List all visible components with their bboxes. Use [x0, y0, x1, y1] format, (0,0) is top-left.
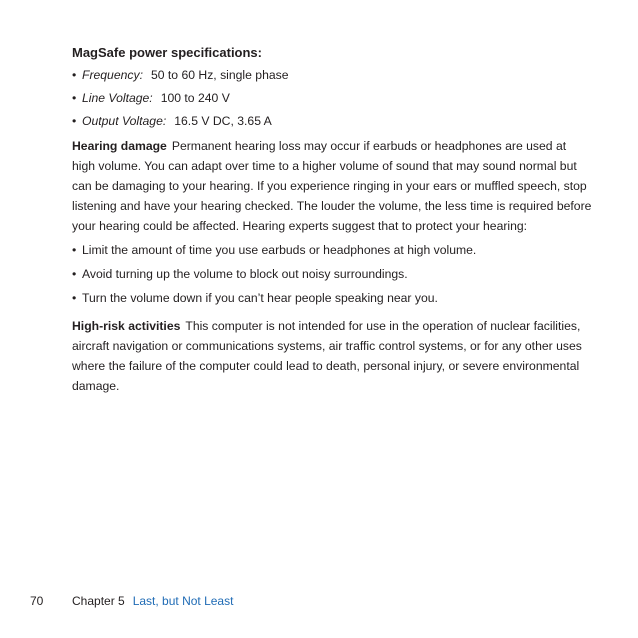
- list-item: [72, 288, 592, 308]
- spec-value: 16.5 V DC, 3.65 A: [174, 114, 272, 128]
- bullet-icon: •: [72, 91, 77, 105]
- spec-label: Line Voltage:: [82, 91, 153, 105]
- list-item-text: Limit the amount of time you use earbuds or headphones at high volume.: [82, 243, 477, 257]
- spec-label: Frequency:: [82, 68, 143, 82]
- spec-item-line-voltage: [72, 90, 592, 106]
- list-item: [72, 240, 592, 260]
- spec-label: Output Voltage:: [82, 114, 167, 128]
- page-footer: [30, 593, 233, 609]
- chapter-title-link[interactable]: Last, but Not Least: [132, 594, 234, 608]
- page-content: [72, 44, 592, 400]
- page-number: 70: [30, 594, 44, 608]
- spec-item-frequency: [72, 67, 592, 83]
- specs-list: [72, 67, 592, 129]
- hearing-damage-body: Permanent hearing loss may occur if earbuds or headphones are used at high volume. You can adapt over time to a higher volume of sound that may sound normal but can be damaging to your hearing. If you experience ringing in your ears or muffled speech, stop listening and have your hearing checked. The louder the volume, the less time is required before your hearing could be affected. Hearing experts suggest that to protect your hearing:: [72, 139, 592, 233]
- hearing-tips-list: [72, 240, 592, 308]
- high-risk-paragraph: [72, 316, 592, 396]
- bullet-icon: •: [72, 68, 77, 82]
- bullet-icon: •: [72, 243, 77, 257]
- list-item-text: Avoid turning up the volume to block out noisy surroundings.: [82, 267, 408, 281]
- list-item-text: Turn the volume down if you can’t hear people speaking near you.: [82, 291, 438, 305]
- bullet-icon: •: [72, 114, 77, 128]
- spec-value: 100 to 240 V: [160, 91, 230, 105]
- spec-item-output-voltage: [72, 113, 592, 129]
- chapter-number: Chapter 5: [72, 594, 125, 608]
- bullet-icon: •: [72, 291, 77, 305]
- spec-value: 50 to 60 Hz, single phase: [150, 68, 289, 82]
- high-risk-body: This computer is not intended for use in the operation of nuclear facilities, aircraft navigation or communications systems, air traffic control systems, or for any other uses where the failure of the computer could lead to death, personal injury, or severe environmental damage.: [72, 319, 582, 393]
- specs-heading: MagSafe power specifications:: [72, 45, 262, 60]
- bullet-icon: •: [72, 267, 77, 281]
- hearing-damage-paragraph: [72, 136, 592, 236]
- high-risk-heading: High-risk activities: [72, 319, 181, 333]
- list-item: [72, 264, 592, 284]
- hearing-damage-heading: Hearing damage: [72, 139, 167, 153]
